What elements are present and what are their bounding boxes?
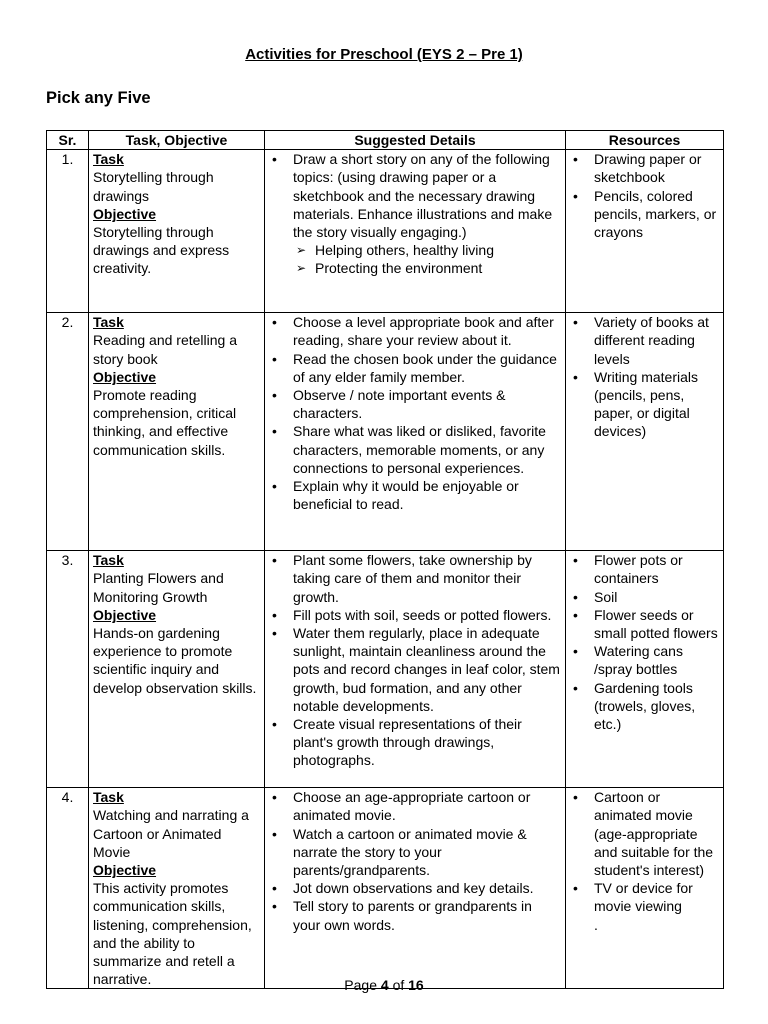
page-total: 16 bbox=[408, 977, 424, 993]
page-of-label: of bbox=[392, 977, 405, 993]
objective-text: Promote reading comprehension, critical thinking, and effective communication skills. bbox=[93, 387, 237, 458]
table-header-row bbox=[47, 131, 724, 150]
resource-item: • Cartoon or animated movie (age-appropriate and suitable for the student's interest) bbox=[570, 788, 719, 879]
resources-cell bbox=[566, 150, 724, 313]
detail-item: • Jot down observations and key details. bbox=[269, 879, 561, 897]
header-sr: Sr. bbox=[47, 131, 89, 150]
resource-item: • Flower pots or containers bbox=[570, 551, 719, 587]
task-objective-cell bbox=[89, 788, 265, 989]
resources-trailing-text: . bbox=[594, 916, 598, 933]
row-number: 2. bbox=[47, 313, 89, 551]
page-footer bbox=[0, 977, 768, 993]
task-label: Task bbox=[93, 789, 124, 806]
table-row bbox=[47, 150, 724, 313]
resource-item: • Writing materials (pencils, pens, paper, or digital devices) bbox=[570, 368, 719, 441]
row-number: 1. bbox=[47, 150, 89, 313]
detail-item: • Fill pots with soil, seeds or potted flowers. bbox=[269, 606, 561, 624]
detail-item: • Plant some flowers, take ownership by taking care of them and monitor their growth. bbox=[269, 551, 561, 606]
sub-detail-item: ➢ Helping others, healthy living bbox=[293, 241, 561, 259]
objective-text: Hands-on gardening experience to promote scientific inquiry and develop observation skills. bbox=[93, 625, 257, 696]
resource-item: • Gardening tools (trowels, gloves, etc.) bbox=[570, 679, 719, 734]
detail-item: • Read the chosen book under the guidance of any elder family member. bbox=[269, 350, 561, 386]
task-text: Planting Flowers and Monitoring Growth bbox=[93, 570, 224, 605]
table-row bbox=[47, 788, 724, 989]
task-objective-cell bbox=[89, 313, 265, 551]
detail-item: • Create visual representations of their plant's growth through drawings, photographs. bbox=[269, 715, 561, 770]
detail-item: • Water them regularly, place in adequate sunlight, maintain cleanliness around the pots and record changes in leaf color, stem growth, bud formation, and any other notable developments. bbox=[269, 624, 561, 715]
objective-label: Objective bbox=[93, 606, 157, 623]
task-text: Watching and narrating a Cartoon or Animated Movie bbox=[93, 807, 249, 860]
resources-cell bbox=[566, 313, 724, 551]
page-label: Page bbox=[344, 977, 377, 993]
detail-item: • Choose a level appropriate book and after reading, share your review about it. bbox=[269, 313, 561, 349]
sub-detail-item: ➢ Protecting the environment bbox=[293, 259, 561, 277]
activities-table bbox=[46, 130, 724, 989]
detail-item: • Explain why it would be enjoyable or beneficial to read. bbox=[269, 477, 561, 513]
details-cell bbox=[265, 788, 566, 989]
resources-cell bbox=[566, 551, 724, 788]
task-objective-cell bbox=[89, 551, 265, 788]
header-suggested-details: Suggested Details bbox=[265, 131, 566, 150]
resource-item: • Watering cans /spray bottles bbox=[570, 642, 719, 678]
detail-item: • Draw a short story on any of the following topics: (using drawing paper or a sketchbook and the necessary drawing materials. Enhance illustrations and make the story visually engaging.) ➢ Helping others, healthy living ➢ Protecting the environment bbox=[269, 150, 561, 277]
task-objective-cell bbox=[89, 150, 265, 313]
objective-label: Objective bbox=[93, 862, 157, 879]
detail-item: • Choose an age-appropriate cartoon or animated movie. bbox=[269, 788, 561, 824]
task-label: Task bbox=[93, 151, 124, 168]
table-row bbox=[47, 551, 724, 788]
detail-item: • Watch a cartoon or animated movie & narrate the story to your parents/grandparents. bbox=[269, 825, 561, 880]
resources-cell bbox=[566, 788, 724, 989]
task-text: Storytelling through drawings bbox=[93, 169, 214, 204]
task-label: Task bbox=[93, 314, 124, 331]
page-title: Activities for Preschool (EYS 2 – Pre 1) bbox=[245, 46, 523, 63]
details-cell bbox=[265, 150, 566, 313]
resource-item: • Variety of books at different reading levels bbox=[570, 313, 719, 368]
task-text: Reading and retelling a story book bbox=[93, 332, 237, 367]
resource-item: • TV or device for movie viewing bbox=[570, 879, 719, 915]
resource-item: • Pencils, colored pencils, markers, or crayons bbox=[570, 187, 719, 242]
resource-item: • Drawing paper or sketchbook bbox=[570, 150, 719, 186]
table-row bbox=[47, 313, 724, 551]
details-cell bbox=[265, 551, 566, 788]
header-resources: Resources bbox=[566, 131, 724, 150]
details-cell bbox=[265, 313, 566, 551]
page-current: 4 bbox=[380, 977, 389, 993]
detail-item: • Tell story to parents or grandparents in your own words. bbox=[269, 897, 561, 933]
objective-text: Storytelling through drawings and express creativity. bbox=[93, 224, 230, 277]
objective-label: Objective bbox=[93, 205, 157, 222]
objective-label: Objective bbox=[93, 368, 157, 385]
objective-text: This activity promotes communication skills, listening, comprehension, and the ability to summarize and retell a narrative. bbox=[93, 880, 252, 988]
detail-item: • Share what was liked or disliked, favorite characters, memorable moments, or any connections to personal experiences. bbox=[269, 422, 561, 477]
task-label: Task bbox=[93, 552, 124, 569]
resource-item: • Flower seeds or small potted flowers bbox=[570, 606, 719, 642]
page-subtitle: Pick any Five bbox=[46, 89, 151, 107]
row-number: 4. bbox=[47, 788, 89, 989]
detail-item: • Observe / note important events & characters. bbox=[269, 386, 561, 422]
header-task-objective: Task, Objective bbox=[89, 131, 265, 150]
row-number: 3. bbox=[47, 551, 89, 788]
resource-item: • Soil bbox=[570, 588, 719, 606]
